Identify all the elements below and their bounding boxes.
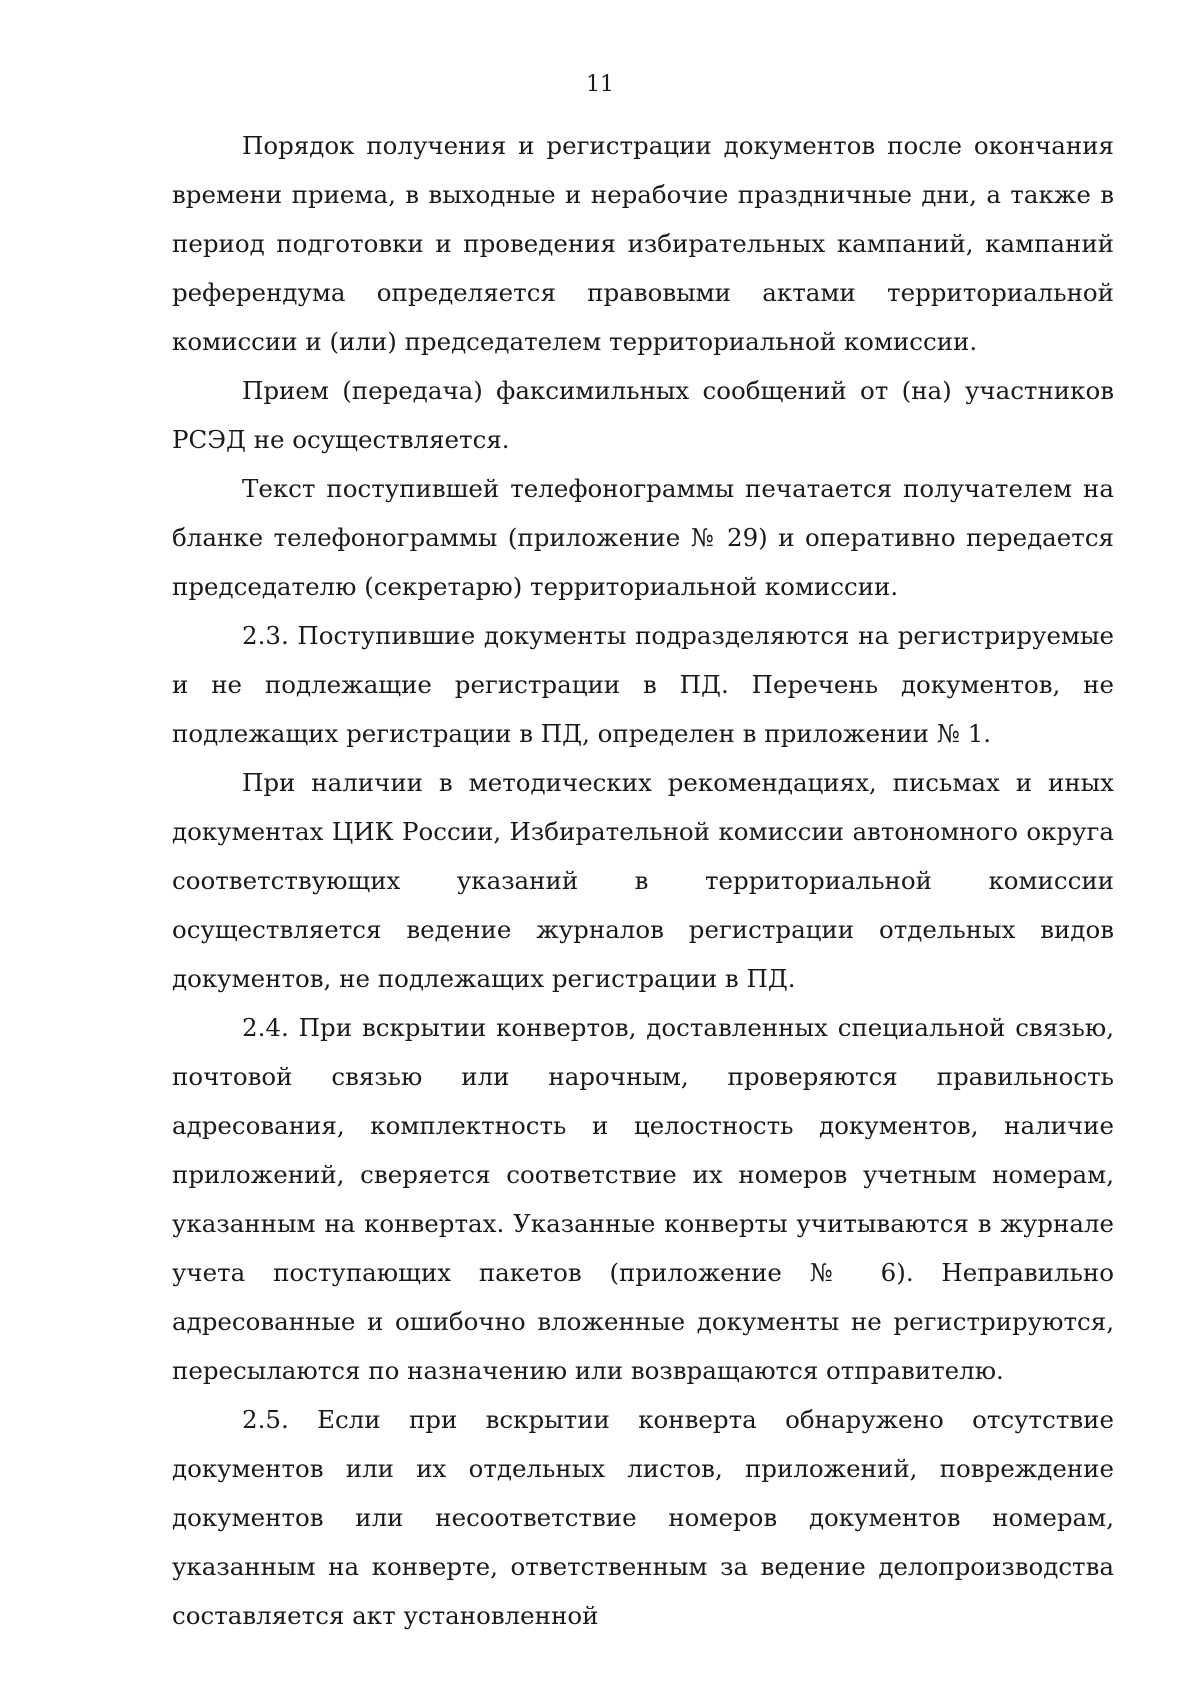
paragraph-journals: При наличии в методических рекомендациях, письмах и иных документах ЦИК России, Избирательной комиссии автономного округа соответствующих указаний в территориальной комиссии осуществляется ведение журналов регистрации отдельных видов документов, не подлежащих регистрации в ПД. — [172, 768, 1114, 993]
paragraph-2-3: 2.3. Поступившие документы подразделяются на регистрируемые и не подлежащие регистрации в ПД. Перечень документов, не подлежащих регистрации в ПД, определен в приложении № 1. — [172, 621, 1114, 748]
paragraph-2-5: 2.5. Если при вскрытии конверта обнаружено отсутствие документов или их отдельных листов, приложений, повреждение документов или несоответствие номеров документов номерам, указанным на конверте, ответственным за ведение делопроизводства составляется акт установленной — [172, 1405, 1114, 1630]
paragraph-telephonogram: Текст поступившей телефонограммы печатается получателем на бланке телефонограммы (приложение № 29) и оперативно передается председателю (секретарю) территориальной комиссии. — [172, 474, 1114, 601]
paragraph-reception-order: Порядок получения и регистрации документов после окончания времени приема, в выходные и нерабочие праздничные дни, а также в период подготовки и проведения избирательных кампаний, кампаний референдума определяется правовыми актами территориальной комиссии и (или) председателем территориальной комиссии. — [172, 131, 1114, 356]
document-body — [172, 121, 1114, 1640]
paragraph-fax-messages: Прием (передача) факсимильных сообщений от (на) участников РСЭД не осуществляется. — [172, 376, 1114, 454]
page-number: 11 — [586, 72, 614, 97]
paragraph-2-4: 2.4. При вскрытии конвертов, доставленных специальной связью, почтовой связью или нарочным, проверяются правильность адресования, комплектность и целостность документов, наличие приложений, сверяется соответствие их номеров учетным номерам, указанным на конвертах. Указанные конверты учитываются в журнале учета поступающих пакетов (приложение № 6). Неправильно адресованные и ошибочно вложенные документы не регистрируются, пересылаются по назначению или возвращаются отправителю. — [172, 1013, 1114, 1385]
